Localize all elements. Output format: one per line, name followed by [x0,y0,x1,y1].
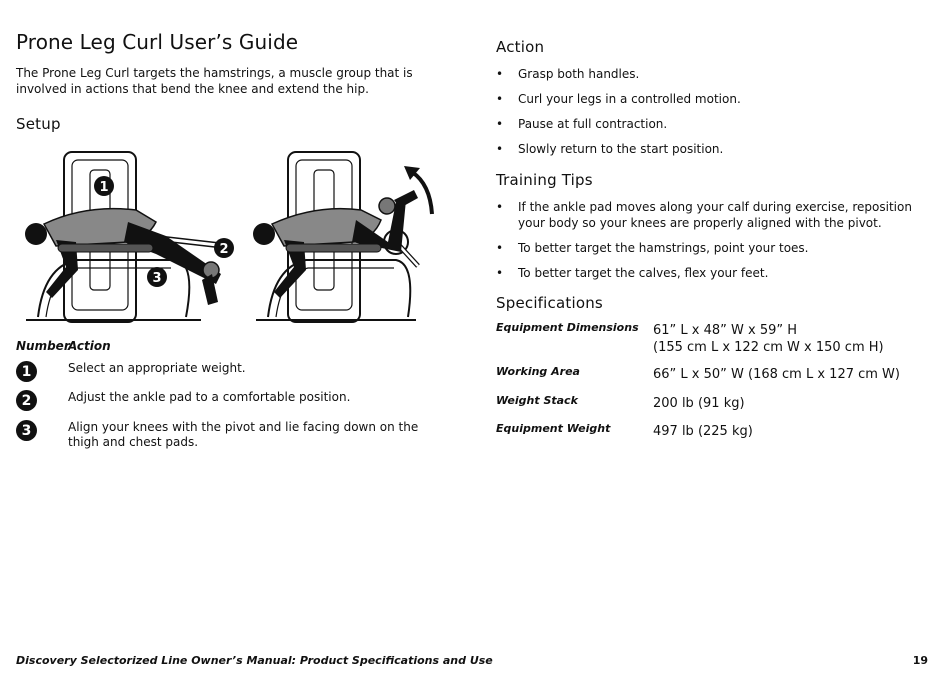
footer-page-number: 19 [912,654,928,667]
step-number-badge-2-icon: 2 [16,390,37,411]
training-tips-list [496,199,926,281]
column-action-header: Action [68,339,111,353]
spec-value: 66” L x 50” W (168 cm L x 127 cm W) [653,367,900,382]
illustration-badge-2-icon [214,238,234,258]
step-text: Align your knees with the pivot and lie facing down on the thigh and chest pads. [68,420,419,449]
list-item: • To better target the calves, flex your feet. [496,266,769,280]
svg-text:2: 2 [219,242,229,257]
training-tips-heading: Training Tips [496,171,593,189]
list-item: • If the ankle pad moves along your calf during exercise, reposition your body so your knees are properly aligned with the pivot. [496,200,912,230]
spec-label: Equipment Dimensions [496,321,639,334]
list-item: • Slowly return to the start position. [496,142,724,156]
list-item: • Grasp both handles. [496,67,640,81]
spec-value: 200 lb (91 kg) [653,396,745,411]
bullet-icon: • [496,92,504,106]
footer-manual-title: Discovery Selectorized Line Owner’s Manual: Product Specifications and Use [16,654,493,667]
step-number-badge-1-icon: 1 [16,361,37,382]
action-heading: Action [496,38,545,56]
spec-label: Weight Stack [496,394,578,407]
action-list [496,66,926,157]
bullet-icon: • [496,117,504,131]
bullet-icon: • [496,266,504,280]
list-item: • Curl your legs in a controlled motion. [496,92,741,106]
spec-value: 61” L x 48” W x 59” H (155 cm L x 122 cm W x 150 cm H) [653,323,884,355]
svg-text:1: 1 [99,180,109,195]
bullet-icon: • [496,67,504,81]
step-text: Adjust the ankle pad to a comfortable position. [68,390,351,404]
spec-value: 497 lb (225 kg) [653,424,753,439]
figure-start-position [25,209,221,305]
list-item: • Pause at full contraction. [496,117,668,131]
bullet-icon: • [496,200,504,214]
column-number-header: Number [16,339,70,353]
svg-text:3: 3 [152,271,162,286]
illustration-badge-3-icon [147,267,167,287]
curl-direction-arrow-icon [404,166,432,214]
spec-label: Equipment Weight [496,422,611,435]
spec-label: Working Area [496,365,580,378]
illustration-badge-1-icon [94,176,114,196]
page-title: Prone Leg Curl User’s Guide [16,30,299,54]
bullet-icon: • [496,241,504,255]
setup-heading: Setup [16,115,61,133]
intro-paragraph: The Prone Leg Curl targets the hamstrings, a muscle group that is involved in actions that bend the knee and extend the hip. [16,66,413,96]
specifications-heading: Specifications [496,294,603,312]
setup-illustration [16,142,456,327]
bullet-icon: • [496,142,504,156]
step-number-badge-3-icon: 3 [16,420,37,441]
list-item: • To better target the hamstrings, point your toes. [496,241,809,255]
step-text: Select an appropriate weight. [68,361,246,375]
